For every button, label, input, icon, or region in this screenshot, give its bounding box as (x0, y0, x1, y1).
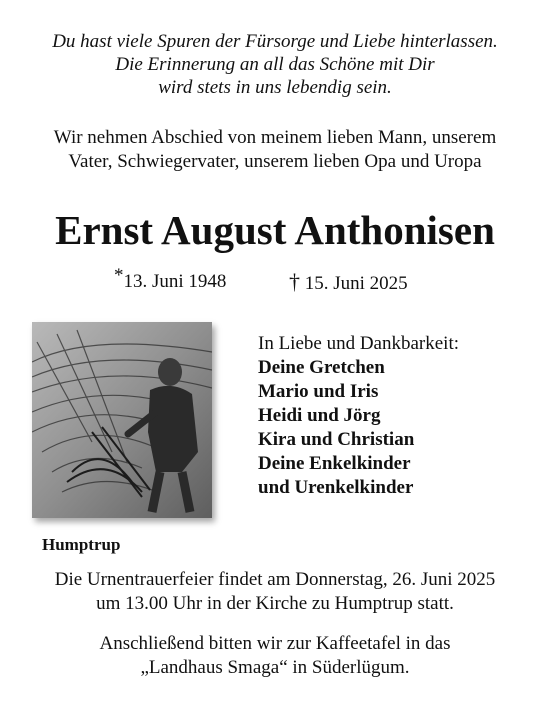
family-member: Kira und Christian (258, 429, 415, 450)
reception-info (0, 632, 550, 680)
family-member: und Urenkelkinder (258, 477, 414, 498)
portrait-photo (32, 322, 212, 518)
thatcher-photo-illustration (32, 322, 212, 518)
poem-line-3: wird stets in uns lebendig sein. (158, 77, 392, 98)
death-cross-icon: † (289, 269, 300, 294)
family-member: Deine Enkelkinder (258, 453, 411, 474)
service-line-1: Die Urnentrauerfeier findet am Donnerstag, 26. Juni 2025 (54, 569, 496, 590)
birth-date: 13. Juni 1948 (123, 271, 227, 292)
poem-line-2: Die Erinnerung an all das Schöne mit Dir (115, 54, 435, 75)
memorial-poem (0, 30, 550, 99)
birth-date-group (114, 265, 227, 294)
place-name: Humptrup (42, 535, 121, 554)
deceased-name: Ernst August Anthonisen (55, 207, 495, 253)
poem-line-1: Du hast viele Spuren der Fürsorge und Liebe hinterlassen. (52, 31, 498, 52)
family-member: Mario und Iris (258, 381, 379, 402)
family-member: Deine Gretchen (258, 357, 385, 378)
reception-line-1: Anschließend bitten wir zur Kaffeetafel in das (99, 633, 451, 654)
farewell-intro (0, 126, 550, 174)
death-date: 15. Juni 2025 (304, 273, 408, 294)
birth-star-icon: * (114, 265, 124, 286)
intro-line-2: Vater, Schwiegervater, unserem lieben Opa und Uropa (68, 151, 482, 172)
funeral-service-info (0, 568, 550, 616)
death-date-group (289, 270, 408, 296)
intro-line-1: Wir nehmen Abschied von meinem lieben Mann, unserem (53, 127, 497, 148)
family-lead: In Liebe und Dankbarkeit: (258, 333, 460, 354)
family-signatures (258, 332, 538, 500)
service-line-2: um 13.00 Uhr in der Kirche zu Humptrup statt. (96, 593, 454, 614)
reception-line-2: „Landhaus Smaga“ in Süderlügum. (140, 657, 410, 678)
family-member: Heidi und Jörg (258, 405, 381, 426)
